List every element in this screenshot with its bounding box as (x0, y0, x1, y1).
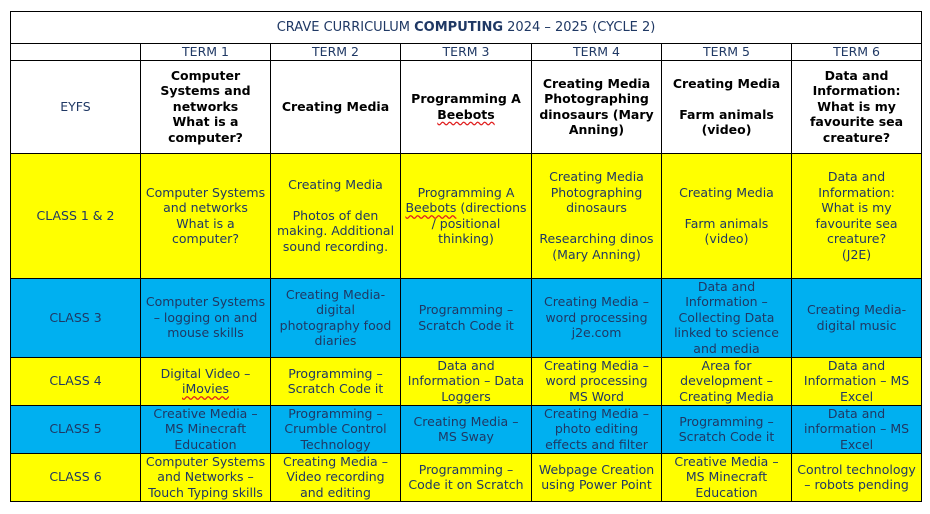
cell-line: Creating Media – (283, 453, 388, 469)
term-header: TERM 5 (662, 44, 792, 61)
cell-line: dinosaurs (566, 200, 627, 215)
curriculum-table (10, 11, 922, 502)
cell-line: thinking) (438, 231, 494, 246)
cell-line: photo editing (554, 421, 639, 437)
spellcheck-word: Beebots (405, 200, 457, 215)
curriculum-cell (271, 453, 401, 501)
spellcheck-word: Beebots (437, 106, 495, 122)
cell-line: What is a (172, 114, 239, 130)
cell-line: Data and (827, 405, 886, 421)
cell-line: Creating Media – (544, 294, 649, 310)
cell-line: using Power Point (541, 477, 652, 492)
cell-line: What is my (821, 200, 892, 215)
cell-line: Touch Typing skills (148, 484, 263, 500)
row-label: EYFS (11, 60, 141, 153)
cell-line: Creating Media (672, 75, 781, 91)
cell-line: Programming A (417, 184, 515, 200)
cell-line: Excel (839, 388, 874, 404)
cell-line: and media (693, 340, 760, 356)
cell-line: What is my (817, 98, 896, 114)
cell-line: Programming A (411, 91, 521, 106)
cell-line: – robots pending (804, 477, 909, 492)
cell-line: Beebots (directions (405, 200, 527, 215)
curriculum-cell (271, 357, 401, 405)
cell-line: mouse skills (167, 325, 244, 341)
curriculum-cell (141, 357, 271, 405)
table-row (11, 60, 922, 153)
cell-line: favourite sea (809, 114, 904, 130)
curriculum-cell (141, 60, 271, 153)
cell-line: (J2E) (841, 246, 872, 262)
cell-line: Creating Media- (285, 286, 386, 302)
cell-line: Information – (685, 294, 768, 310)
cell-line: MS Word (569, 388, 624, 404)
cell-line: digital music (816, 317, 897, 333)
cell-line: Creating Media (549, 169, 644, 184)
row-label: CLASS 4 (11, 357, 141, 405)
cell-line: Creating Media (679, 388, 774, 404)
curriculum-cell (662, 405, 792, 453)
spellcheck-word: iMovies (182, 381, 229, 396)
cell-line: Information – Data (407, 373, 525, 389)
term-header: TERM 6 (792, 44, 922, 61)
cell-line: Programming – (418, 461, 514, 477)
curriculum-cell (792, 278, 922, 357)
cell-line: j2e.com (571, 325, 622, 341)
curriculum-cell (401, 60, 532, 153)
cell-line: Computer Systems (145, 453, 266, 469)
cell-line: information – MS (804, 421, 910, 437)
curriculum-body (11, 60, 922, 501)
cell-line: Scratch Code it (678, 429, 775, 444)
cell-line: Education (695, 484, 758, 500)
cell-line: word processing (545, 373, 648, 389)
cell-line: Creating Media (288, 176, 383, 192)
curriculum-cell (401, 357, 532, 405)
curriculum-cell (792, 357, 922, 405)
curriculum-cell (662, 153, 792, 278)
curriculum-cell (401, 453, 532, 501)
cell-line: Computer Systems (145, 184, 266, 200)
curriculum-cell (532, 278, 662, 357)
term-header: TERM 1 (141, 44, 271, 61)
cell-line: Creating Media (281, 98, 390, 114)
cell-line (534, 216, 659, 232)
cell-line: Programming – (288, 405, 383, 421)
curriculum-cell (271, 278, 401, 357)
cell-line: and editing (300, 484, 371, 500)
cell-line: Creating Media (679, 184, 774, 200)
cell-line: Creating Media (542, 75, 651, 91)
cell-line: and Networks – (157, 469, 254, 485)
cell-line: creature? (822, 129, 891, 145)
curriculum-cell (532, 153, 662, 278)
cell-line (664, 200, 789, 216)
cell-line: Data and (824, 67, 889, 83)
cell-line: Data and (437, 357, 495, 373)
curriculum-cell (271, 405, 401, 453)
table-row (11, 405, 922, 453)
cell-line: dinosaurs (Mary (539, 106, 654, 122)
curriculum-cell (532, 453, 662, 501)
cell-line: Data and (827, 357, 886, 373)
cell-line: networks (172, 98, 239, 114)
cell-line: Photos of den (292, 207, 379, 223)
cell-line: computer? (168, 129, 243, 145)
cell-line: Scratch Code it (418, 317, 514, 333)
cell-line: Digital Video – (160, 365, 251, 381)
cell-line: Control technology (797, 461, 916, 477)
cell-line: Technology (300, 436, 371, 452)
cell-line: Creative Media – (153, 405, 258, 421)
curriculum-cell (532, 60, 662, 153)
cell-line: linked to science (674, 325, 779, 341)
cell-line (273, 192, 398, 208)
cell-line (403, 107, 529, 123)
curriculum-cell (401, 278, 532, 357)
cell-line: MS Minecraft (685, 469, 768, 485)
cell-line: Video recording (286, 469, 385, 485)
curriculum-cell (141, 453, 271, 501)
cell-line: Researching dinos (539, 231, 654, 246)
curriculum-cell (271, 153, 401, 278)
cell-line: development – (680, 373, 773, 389)
cell-line: Creating Media- (806, 302, 907, 317)
corner-cell (11, 44, 141, 61)
curriculum-cell (141, 278, 271, 357)
cell-line: MS Minecraft (164, 421, 247, 437)
cell-line: photography food (279, 317, 392, 333)
cell-line (664, 91, 789, 107)
cell-line: Area for (701, 357, 752, 373)
cell-line: Education (174, 436, 237, 452)
table-row (11, 357, 922, 405)
cell-line: MS Sway (438, 429, 494, 444)
cell-line: word processing (545, 309, 648, 325)
cell-line: Information: (812, 83, 901, 99)
cell-line: Programming – (679, 413, 774, 429)
curriculum-cell (792, 60, 922, 153)
curriculum-cell (401, 405, 532, 453)
cell-line: Loggers (441, 388, 491, 404)
cell-line: diaries (314, 333, 357, 348)
cell-line: Data and (827, 169, 886, 184)
cell-line: (video) (704, 231, 749, 246)
curriculum-cell (662, 357, 792, 405)
table-row (11, 153, 922, 278)
cell-line: Creating Media – (544, 357, 649, 373)
cell-line: Information – MS (803, 373, 910, 389)
curriculum-cell (662, 453, 792, 501)
cell-line: sound recording. (282, 238, 389, 254)
cell-line: Farm animals (684, 215, 769, 231)
curriculum-cell (792, 153, 922, 278)
curriculum-cell (792, 405, 922, 453)
curriculum-cell (532, 357, 662, 405)
cell-line: Creative Media – (674, 453, 779, 469)
term-header: TERM 3 (401, 44, 532, 61)
cell-line: computer? (172, 231, 239, 246)
row-label: CLASS 5 (11, 405, 141, 453)
cell-line: What is a (176, 215, 235, 231)
cell-line: Scratch Code it (287, 381, 384, 396)
term-header: TERM 4 (532, 44, 662, 61)
row-label: CLASS 1 & 2 (11, 153, 141, 278)
cell-line: Photographing (544, 91, 649, 106)
cell-line: Creating Media – (544, 405, 649, 421)
cell-line: Code it on Scratch (408, 477, 524, 492)
cell-line: Collecting Data (678, 309, 775, 325)
cell-line: Computer (170, 67, 241, 83)
cell-line: Information: (818, 184, 895, 200)
curriculum-cell (141, 153, 271, 278)
cell-line: Crumble Control (284, 421, 387, 437)
curriculum-cell (792, 453, 922, 501)
row-label: CLASS 6 (11, 453, 141, 501)
cell-line: (Mary Anning) (552, 246, 641, 262)
cell-line: Anning) (568, 122, 625, 137)
cell-line: digital (316, 302, 355, 317)
cell-line: and networks (163, 200, 248, 215)
cell-line: Farm animals (679, 106, 774, 122)
curriculum-cell (662, 60, 792, 153)
curriculum-cell (532, 405, 662, 453)
table-row (11, 278, 922, 357)
curriculum-cell (141, 405, 271, 453)
cell-line: (video) (701, 122, 752, 137)
cell-line: / positional (431, 215, 501, 231)
curriculum-cell (401, 153, 532, 278)
cell-line: favourite sea (815, 215, 898, 231)
cell-line: Computer Systems (145, 294, 266, 310)
row-label: CLASS 3 (11, 278, 141, 357)
curriculum-cell (271, 60, 401, 153)
page-title: CRAVE CURRICULUM COMPUTING 2024 – 2025 (CYCLE 2) (11, 12, 922, 44)
cell-line: Excel (839, 436, 874, 452)
cell-line: Programming – (288, 365, 383, 381)
curriculum-cell (662, 278, 792, 357)
cell-line: effects and filter (545, 436, 648, 452)
term-header: TERM 2 (271, 44, 401, 61)
table-row (11, 453, 922, 501)
cell-line: Webpage Creation (538, 461, 655, 477)
cell-line: Data and (697, 278, 756, 294)
cell-line: Programming – (418, 302, 514, 317)
cell-line: Systems and (160, 83, 251, 99)
cell-line: Photographing (550, 184, 643, 200)
cell-line: creature? (826, 231, 887, 246)
cell-line: making. Additional (276, 223, 395, 239)
cell-line (143, 381, 268, 397)
cell-line: Creating Media – (413, 413, 519, 429)
cell-line: – logging on and (153, 309, 258, 325)
